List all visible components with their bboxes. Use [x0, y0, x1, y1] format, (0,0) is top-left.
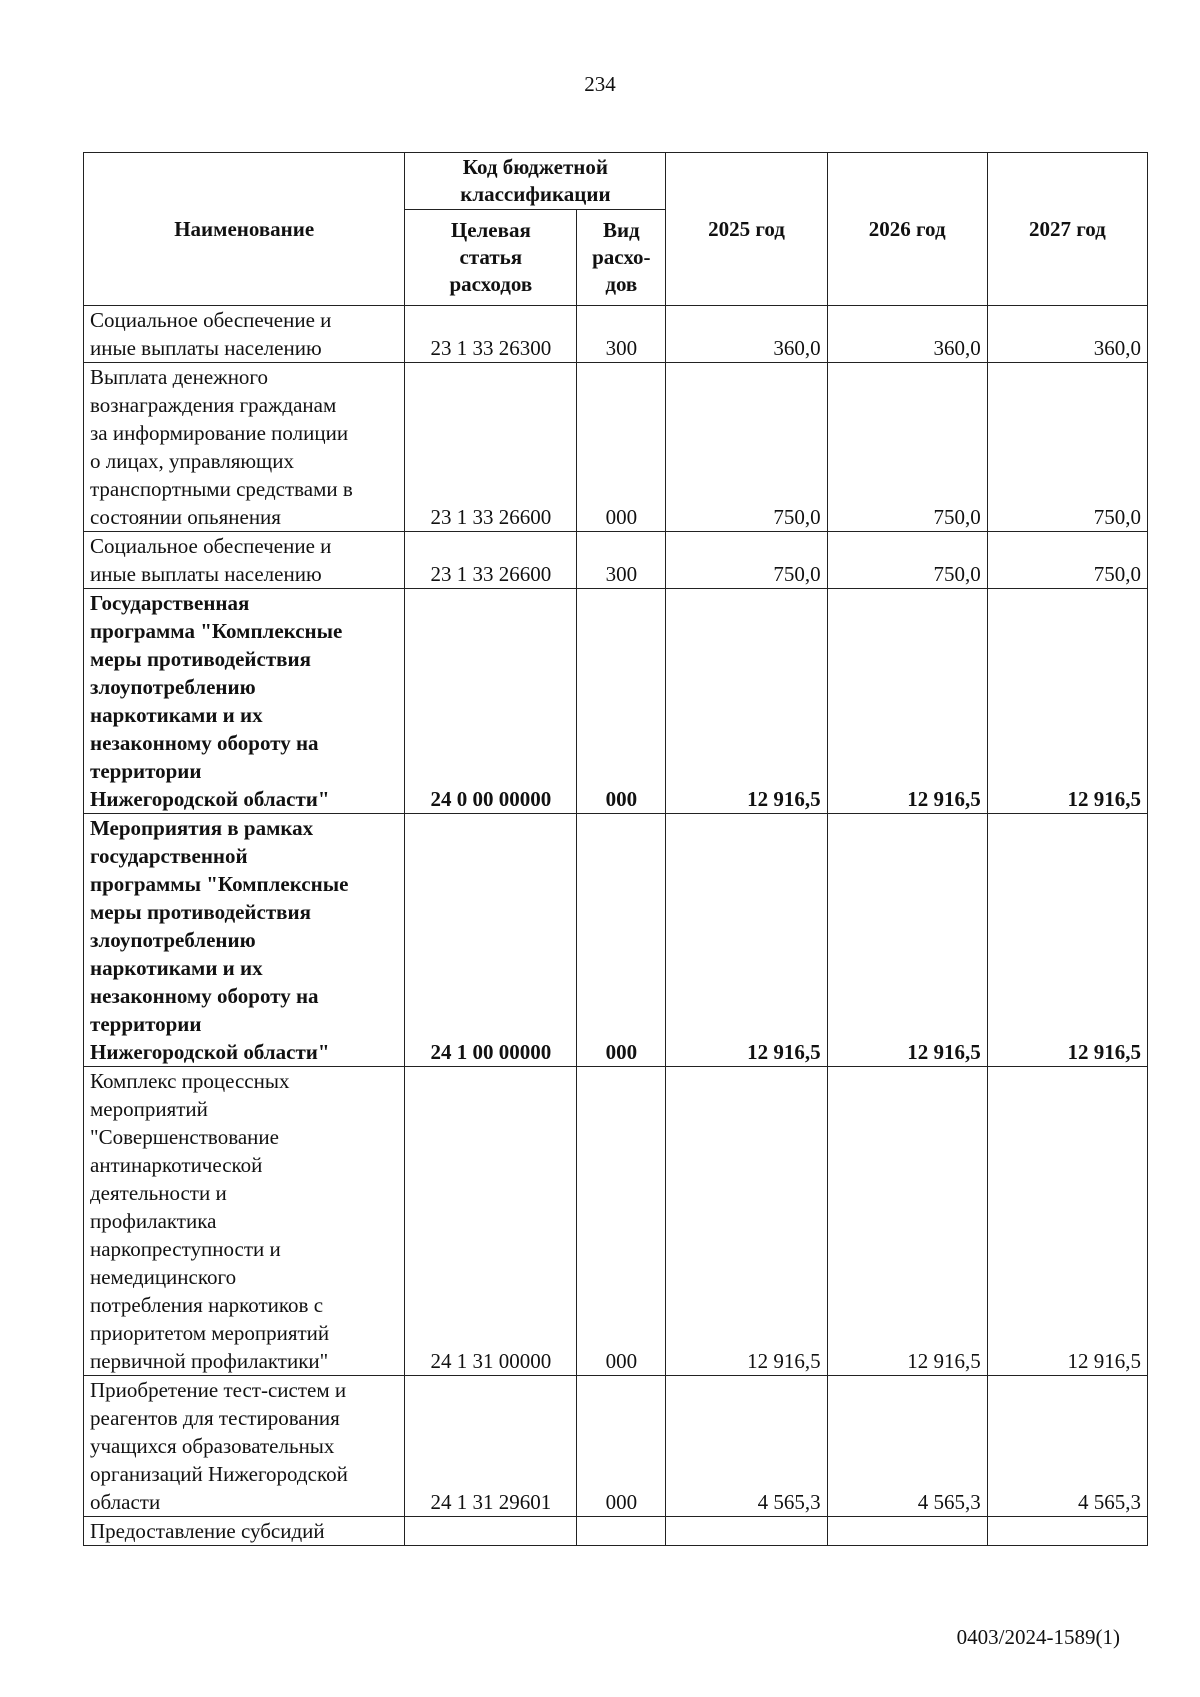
row-name-line: потребления наркотиков с: [90, 1293, 324, 1317]
row-name-line: Государственная: [90, 591, 250, 615]
row-name-line: злоупотреблению: [90, 675, 256, 699]
row-name-line: меры противодействия: [90, 647, 311, 671]
header-kind-line: Вид: [602, 218, 640, 242]
row-name-line: приоритетом мероприятий: [90, 1321, 330, 1345]
row-name-line: территории: [90, 1012, 202, 1036]
row-name-line: Выплата денежного: [90, 365, 269, 389]
row-target-code: 24 0 00 00000: [405, 589, 577, 814]
row-name-line: вознаграждения гражданам: [90, 393, 337, 417]
row-name-line: за информирование полиции: [90, 421, 349, 445]
row-name-line: Приобретение тест-систем и: [90, 1378, 347, 1402]
row-name-line: Социальное обеспечение и: [90, 534, 332, 558]
row-name-line: наркотиками и их: [90, 956, 263, 980]
table-row: [84, 532, 1148, 589]
row-value-2027: 12 916,5: [987, 1067, 1147, 1376]
header-target-line: статья: [459, 245, 523, 269]
row-name-line: области: [90, 1490, 161, 1514]
table-row: [84, 814, 1148, 1067]
row-name-line: незаконному обороту на: [90, 731, 319, 755]
row-name: [84, 1517, 405, 1546]
row-name-line: состоянии опьянения: [90, 505, 281, 529]
row-name-line: государственной: [90, 844, 248, 868]
document-id: 0403/2024-1589(1): [956, 1625, 1120, 1649]
row-name: [84, 306, 405, 363]
row-name-line: Предоставление субсидий: [90, 1519, 325, 1543]
budget-table: [83, 152, 1148, 1546]
row-value-2027: 360,0: [987, 306, 1147, 363]
row-name-line: профилактика: [90, 1209, 217, 1233]
row-name-line: учащихся образовательных: [90, 1434, 335, 1458]
row-value-2027: 12 916,5: [987, 814, 1147, 1067]
row-name-line: программа "Комплексные: [90, 619, 343, 643]
row-value-2025: [666, 1517, 827, 1546]
row-target-code: 24 1 31 00000: [405, 1067, 577, 1376]
row-target-code: 23 1 33 26300: [405, 306, 577, 363]
row-value-2025: 750,0: [666, 532, 827, 589]
row-value-2025: 12 916,5: [666, 1067, 827, 1376]
row-kind-code: 000: [577, 1376, 666, 1517]
row-kind-code: 300: [577, 306, 666, 363]
row-name-line: Нижегородской области": [90, 787, 330, 811]
row-value-2026: 750,0: [827, 532, 987, 589]
row-value-2027: 750,0: [987, 363, 1147, 532]
row-value-2026: [827, 1517, 987, 1546]
row-target-code: 24 1 31 29601: [405, 1376, 577, 1517]
row-kind-code: 300: [577, 532, 666, 589]
header-name: Наименование: [84, 153, 405, 306]
row-name-line: деятельности и: [90, 1181, 227, 1205]
row-name-line: организаций Нижегородской: [90, 1462, 348, 1486]
row-name: [84, 589, 405, 814]
header-kbk-line: классификации: [460, 182, 611, 206]
row-name-line: иные выплаты населению: [90, 562, 322, 586]
row-name-line: наркотиками и их: [90, 703, 263, 727]
header-target: [405, 210, 577, 306]
row-value-2027: [987, 1517, 1147, 1546]
header-kbk-line: Код бюджетной: [462, 155, 608, 179]
table-row: [84, 306, 1148, 363]
header-2026: 2026 год: [827, 153, 987, 306]
row-value-2026: 12 916,5: [827, 1067, 987, 1376]
row-value-2027: 12 916,5: [987, 589, 1147, 814]
row-kind-code: 000: [577, 589, 666, 814]
row-value-2027: 750,0: [987, 532, 1147, 589]
row-name-line: транспортными средствами в: [90, 477, 353, 501]
row-value-2025: 750,0: [666, 363, 827, 532]
row-name-line: "Совершенствование: [90, 1125, 279, 1149]
header-2027: 2027 год: [987, 153, 1147, 306]
row-value-2026: 12 916,5: [827, 814, 987, 1067]
row-kind-code: 000: [577, 363, 666, 532]
row-name: [84, 363, 405, 532]
row-name-line: наркопреступности и: [90, 1237, 281, 1261]
row-name-line: меры противодействия: [90, 900, 311, 924]
row-name-line: иные выплаты населению: [90, 336, 322, 360]
row-name-line: Мероприятия в рамках: [90, 816, 314, 840]
row-target-code: 24 1 00 00000: [405, 814, 577, 1067]
row-name-line: мероприятий: [90, 1097, 208, 1121]
header-target-line: Целевая: [450, 218, 531, 242]
table-row: [84, 589, 1148, 814]
header-kind: [577, 210, 666, 306]
row-name-line: реагентов для тестирования: [90, 1406, 340, 1430]
row-target-code: 23 1 33 26600: [405, 532, 577, 589]
row-kind-code: 000: [577, 814, 666, 1067]
header-2025: 2025 год: [666, 153, 827, 306]
row-name: [84, 1067, 405, 1376]
row-name-line: Социальное обеспечение и: [90, 308, 332, 332]
row-name-line: незаконному обороту на: [90, 984, 319, 1008]
header-kind-line: дов: [605, 272, 638, 296]
header-kind-line: расхо-: [592, 245, 651, 269]
header-kbk: [405, 153, 666, 210]
row-name-line: Нижегородской области": [90, 1040, 330, 1064]
row-name-line: программы "Комплексные: [90, 872, 349, 896]
row-kind-code: 000: [577, 1067, 666, 1376]
row-target-code: 23 1 33 26600: [405, 363, 577, 532]
table-row: [84, 1067, 1148, 1376]
row-value-2026: 750,0: [827, 363, 987, 532]
row-value-2025: 12 916,5: [666, 589, 827, 814]
table-row: [84, 363, 1148, 532]
row-value-2025: 4 565,3: [666, 1376, 827, 1517]
table-body: [84, 306, 1148, 1546]
header-target-line: расходов: [449, 272, 533, 296]
table-row: [84, 1517, 1148, 1546]
page-number: 234: [584, 72, 616, 96]
row-name-line: первичной профилактики": [90, 1349, 329, 1373]
row-value-2025: 12 916,5: [666, 814, 827, 1067]
row-value-2026: 12 916,5: [827, 589, 987, 814]
row-name-line: немедицинского: [90, 1265, 237, 1289]
row-name: [84, 532, 405, 589]
row-kind-code: [577, 1517, 666, 1546]
table-row: [84, 1376, 1148, 1517]
row-name: [84, 1376, 405, 1517]
row-name-line: территории: [90, 759, 202, 783]
row-value-2027: 4 565,3: [987, 1376, 1147, 1517]
row-value-2025: 360,0: [666, 306, 827, 363]
row-name-line: о лицах, управляющих: [90, 449, 294, 473]
row-name-line: антинаркотической: [90, 1153, 263, 1177]
row-target-code: [405, 1517, 577, 1546]
row-name-line: злоупотреблению: [90, 928, 256, 952]
row-value-2026: 360,0: [827, 306, 987, 363]
row-name: [84, 814, 405, 1067]
row-value-2026: 4 565,3: [827, 1376, 987, 1517]
row-name-line: Комплекс процессных: [90, 1069, 290, 1093]
